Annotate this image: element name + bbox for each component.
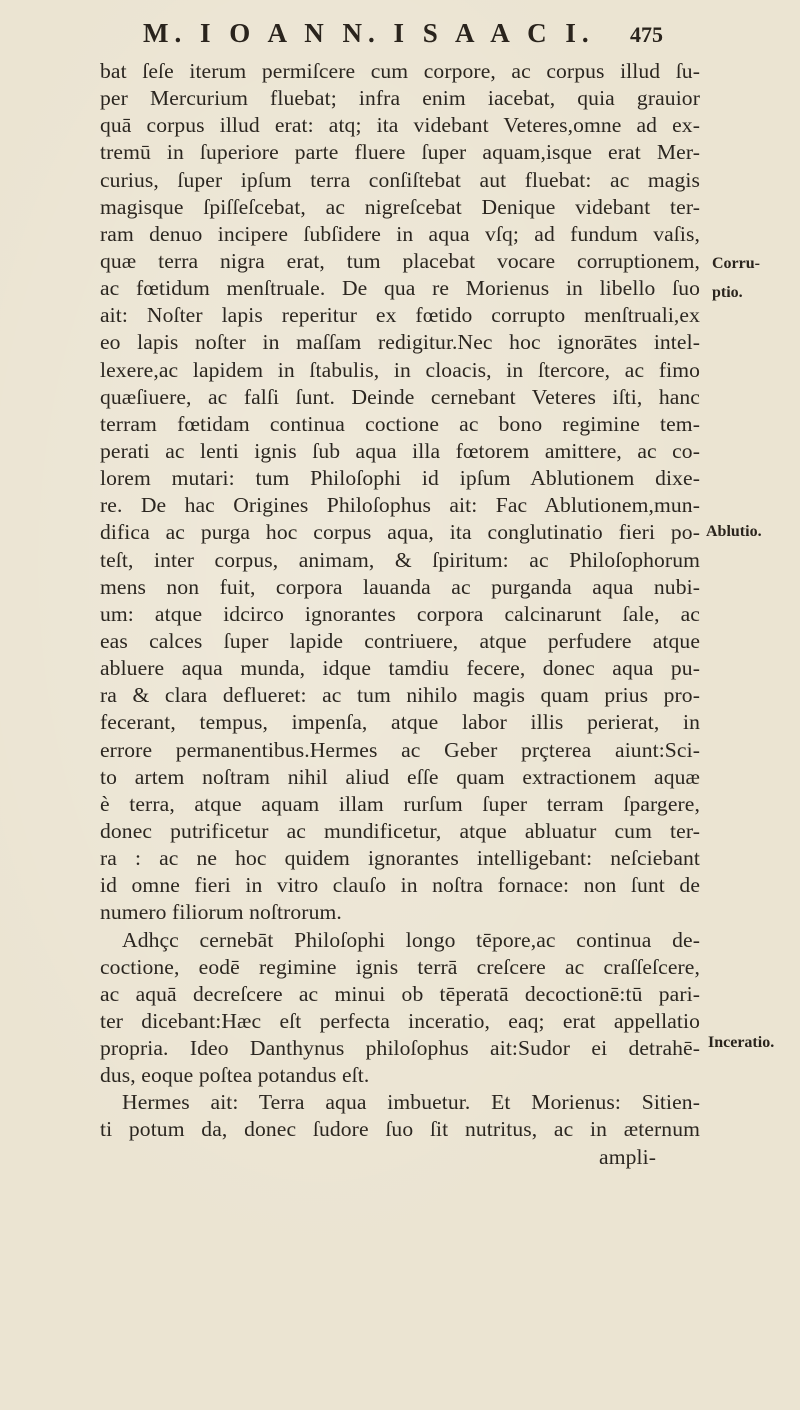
running-head	[143, 18, 663, 58]
text-line: fecerant, tempus, impenſa, atque labor illis perierat, in	[100, 710, 700, 735]
text-line: ram denuo incipere ſubſidere in aqua vſq; ad fundum vaſis,	[100, 221, 700, 246]
text-line: coctione, eodē regimine ignis terrā creſcere ac craſſeſcere,	[100, 954, 700, 979]
text-line: Hermes ait: Terra aqua imbuetur. Et Morienus: Sitien-	[122, 1090, 700, 1115]
text-line: terram fœtidam continua coctione ac bono regimine tem-	[100, 411, 700, 436]
text-line: ter dicebant:Hæc eſt perfecta inceratio, eaq; erat appellatio	[100, 1008, 700, 1033]
text-line: perati ac lenti ignis ſub aqua illa fœtorem amittere, ac co-	[100, 438, 700, 463]
margin-note-ablutio: Ablutio.	[706, 523, 762, 540]
text-line: quæ terra nigra erat, tum placebat vocare corruptionem,	[100, 248, 700, 273]
margin-note-corruptio-1: Corru-	[712, 255, 760, 272]
text-line: quā corpus illud erat: atq; ita videbant Veteres,omne ad ex-	[100, 113, 700, 138]
body-text	[100, 58, 700, 1171]
text-line: eas calces ſuper lapide contriuere, atque perfudere atque	[100, 628, 700, 653]
text-line: lorem mutari: tum Philoſophi id ipſum Ablutionem dixe-	[100, 466, 700, 491]
text-line: teſt, inter corpus, animam, & ſpiritum: ac Philoſophorum	[100, 547, 700, 572]
text-line: numero filiorum noſtrorum.	[100, 900, 342, 925]
text-line: eo lapis noſter in maſſam redigitur.Nec hoc ignorātes intel-	[100, 330, 700, 355]
running-head-title: M. I O A N N. I S A A C I.	[143, 18, 595, 48]
text-line: curius, ſuper ipſum terra conſiſtebat aut fluebat: ac magis	[100, 167, 700, 192]
margin-note-corruptio-2: ptio.	[712, 284, 743, 301]
margin-note-inceratio: Inceratio.	[708, 1034, 775, 1051]
text-line: ac fœtidum menſtruale. De qua re Morienus in libello ſuo	[100, 276, 700, 301]
text-line: lexere,ac lapidem in ſtabulis, in cloacis, in ſtercore, ac fimo	[100, 357, 700, 382]
text-line: bat ſeſe iterum permiſcere cum corpore, ac corpus illud ſu-	[100, 59, 700, 83]
text-line: errore permanentibus.Hermes ac Geber prçterea aiunt:Sci-	[100, 737, 700, 762]
text-line: per Mercurium fluebat; infra enim iacebat, quia grauior	[100, 86, 700, 111]
text-line: magisque ſpiſſeſcebat, ac nigreſcebat Denique videbant ter-	[100, 194, 700, 219]
text-line: propria. Ideo Danthynus philoſophus ait:Sudor ei detrahē-	[100, 1036, 700, 1061]
text-line: ra : ac ne hoc quidem ignorantes intelligebant: neſciebant	[100, 846, 700, 871]
text-line: abluere aqua munda, idque tamdiu fecere, donec aqua pu-	[100, 656, 700, 681]
catchword: ampli-	[599, 1144, 656, 1169]
text-line: tremū in ſuperiore parte fluere ſuper aquam,isque erat Mer-	[100, 140, 700, 165]
text-line: um: atque idcirco ignorantes corpora calcinarunt ſale, ac	[100, 601, 700, 626]
text-line: quæſiuere, ac falſi ſunt. Deinde cernebant Veteres iſti, hanc	[100, 384, 700, 409]
text-line: donec putrificetur ac mundificetur, atque abluatur cum ter-	[100, 818, 700, 843]
text-line: re. De hac Origines Philoſophus ait: Fac Ablutionem,mun-	[100, 493, 700, 518]
text-line: Adhçc cernebāt Philoſophi longo tēpore,ac continua de-	[122, 927, 700, 952]
text-line: difica ac purga hoc corpus aqua, ita conglutinatio fieri po-	[100, 520, 700, 545]
text-line: ait: Noſter lapis reperitur ex fœtido corrupto menſtruali,ex	[100, 303, 700, 328]
text-line: to artem noſtram nihil aliud eſſe quam extractionem aquæ	[100, 764, 700, 789]
text-line: ac aquā decreſcere ac minui ob tēperatā decoctionē:tū pari-	[100, 981, 700, 1006]
page-number: 475	[630, 22, 663, 47]
text-line: mens non fuit, corpora lauanda ac purganda aqua nubi-	[100, 574, 700, 599]
text-line: ti potum da, donec ſudore ſuo ſit nutritus, ac in æternum	[100, 1117, 700, 1142]
text-line: dus, eoque poſtea potandus eſt.	[100, 1063, 370, 1088]
text-line: id omne fieri in vitro clauſo in noſtra fornace: non ſunt de	[100, 873, 700, 898]
text-line: ra & clara deflueret: ac tum nihilo magis quam prius pro-	[100, 683, 700, 708]
text-line: è terra, atque aquam illam rurſum ſuper terram ſpargere,	[100, 791, 700, 816]
